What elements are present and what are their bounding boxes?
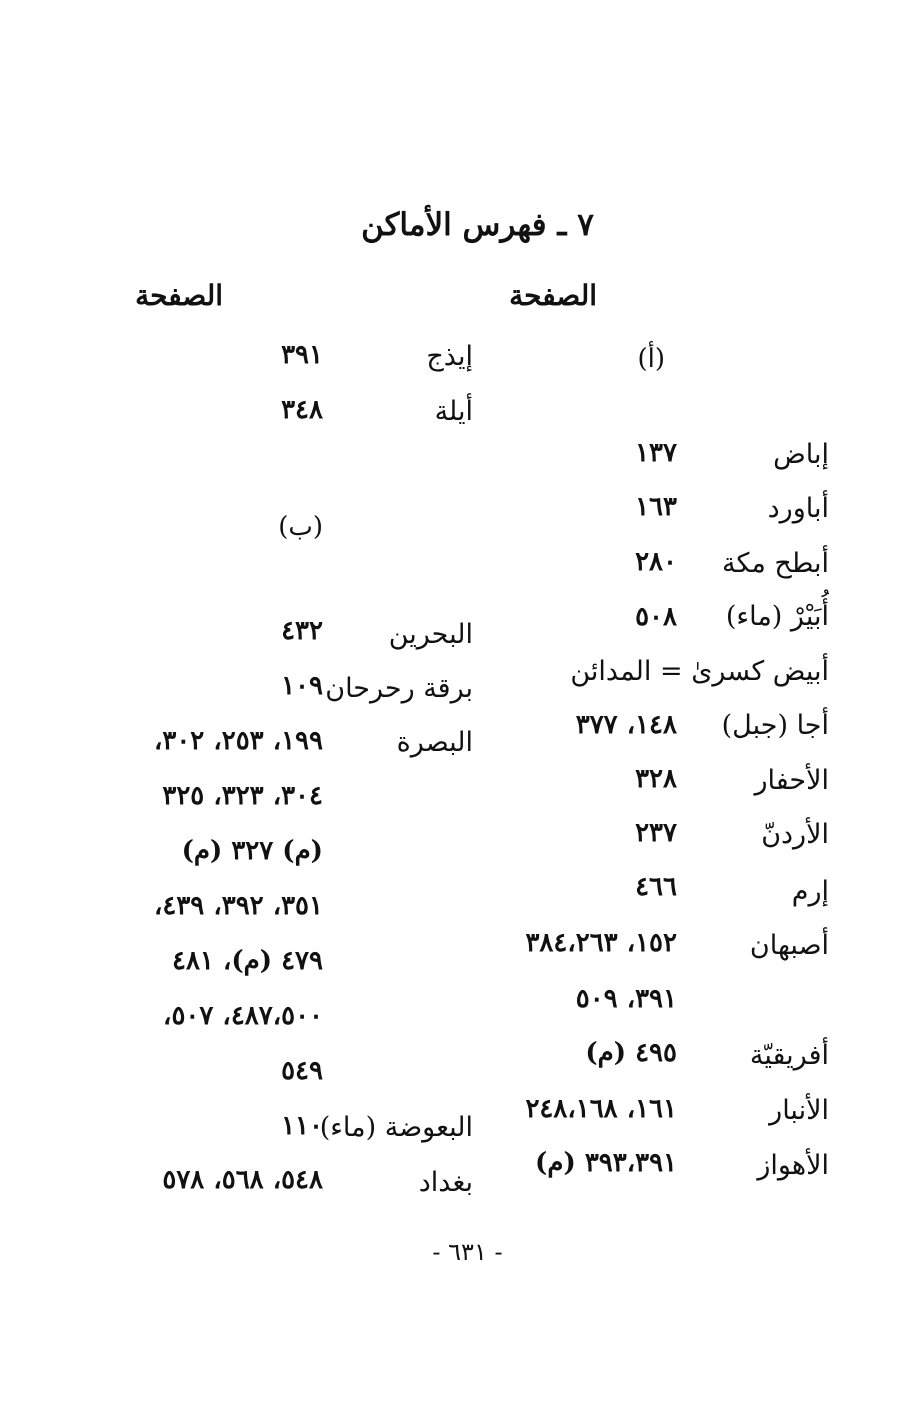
page-refs: ٥٤٩: [281, 1056, 323, 1086]
page-refs: ٣٢٨: [635, 764, 677, 794]
place-name: الأحفار: [754, 765, 829, 796]
page-refs: ١٤٨، ٣٧٧: [575, 710, 677, 740]
page-number: - ٦٣١ -: [432, 1238, 503, 1266]
place-name: إيذج: [426, 341, 473, 372]
page-title: ٧ ـ فهرس الأماكن: [361, 207, 594, 243]
place-name: أبطح مكة: [721, 548, 829, 579]
page-refs: ٤٧٩ (م)، ٤٨١: [171, 946, 323, 976]
page-refs: ٤٨٧،٥٠٠، ٥٠٧،: [163, 1001, 323, 1031]
section-letter-ba: (ب): [278, 512, 323, 542]
page-refs: ١٣٧: [635, 438, 677, 468]
page-refs: ٥٠٨: [635, 602, 677, 632]
page-refs: ٣٩١، ٥٠٩: [575, 984, 677, 1014]
right-column-header: الصفحة: [509, 279, 597, 312]
page-refs: ٣٩١: [281, 340, 323, 370]
place-name: أبيض كسرىٰ = المدائن: [570, 656, 829, 687]
place-name: البحرين: [388, 619, 473, 650]
left-column-header: الصفحة: [135, 279, 223, 312]
place-name: بغداد: [418, 1167, 473, 1198]
place-name: إباض: [773, 439, 829, 470]
page-refs: ٥٤٨، ٥٦٨، ٥٧٨: [162, 1165, 323, 1195]
page-refs: (م) ٣٢٧ (م): [181, 836, 323, 866]
place-name: أيلة: [434, 396, 473, 427]
place-name: البصرة: [396, 727, 473, 758]
page-refs: ٣٠٤، ٣٢٣، ٣٢٥: [162, 781, 323, 811]
page-refs: ١١٠: [281, 1111, 323, 1141]
page-refs: ٣٩٣،٣٩١ (م): [535, 1148, 677, 1178]
place-name: إرم: [791, 876, 829, 907]
place-name: الأنبار: [769, 1095, 829, 1126]
place-name: أصبهان: [749, 930, 829, 961]
place-name: البعوضة (ماء): [319, 1112, 473, 1143]
section-letter-alef: (أ): [637, 344, 665, 374]
page-refs: ١٦٣: [635, 492, 677, 522]
place-name: أُبَيْرْ (ماء): [725, 601, 829, 632]
page-refs: ٤٣٢: [281, 616, 323, 646]
place-name: الأهواز: [757, 1150, 829, 1181]
page-refs: ١٥٢، ٣٨٤،٢٦٣: [525, 928, 677, 958]
page-refs: ١٩٩، ٢٥٣، ٣٠٢،: [153, 726, 323, 756]
page-refs: ٤٦٦: [635, 872, 677, 902]
page-refs: ١٠٩: [281, 671, 323, 701]
page-refs: ١٦١، ٢٤٨،١٦٨: [525, 1094, 677, 1124]
place-name: أباورد: [767, 493, 829, 524]
page-refs: ٣٤٨: [281, 395, 323, 425]
place-name: أجا (جبل): [721, 710, 829, 741]
page-refs: ٣٥١، ٣٩٢، ٤٣٩،: [153, 891, 323, 921]
place-name: أفريقيّة: [749, 1040, 829, 1071]
place-name: برقة رحرحان: [325, 673, 473, 704]
page-refs: ٢٨٠: [635, 547, 677, 577]
page-refs: ٢٣٧: [635, 818, 677, 848]
place-name: الأردنّ: [761, 819, 829, 850]
page-refs: ٤٩٥ (م): [585, 1038, 677, 1068]
